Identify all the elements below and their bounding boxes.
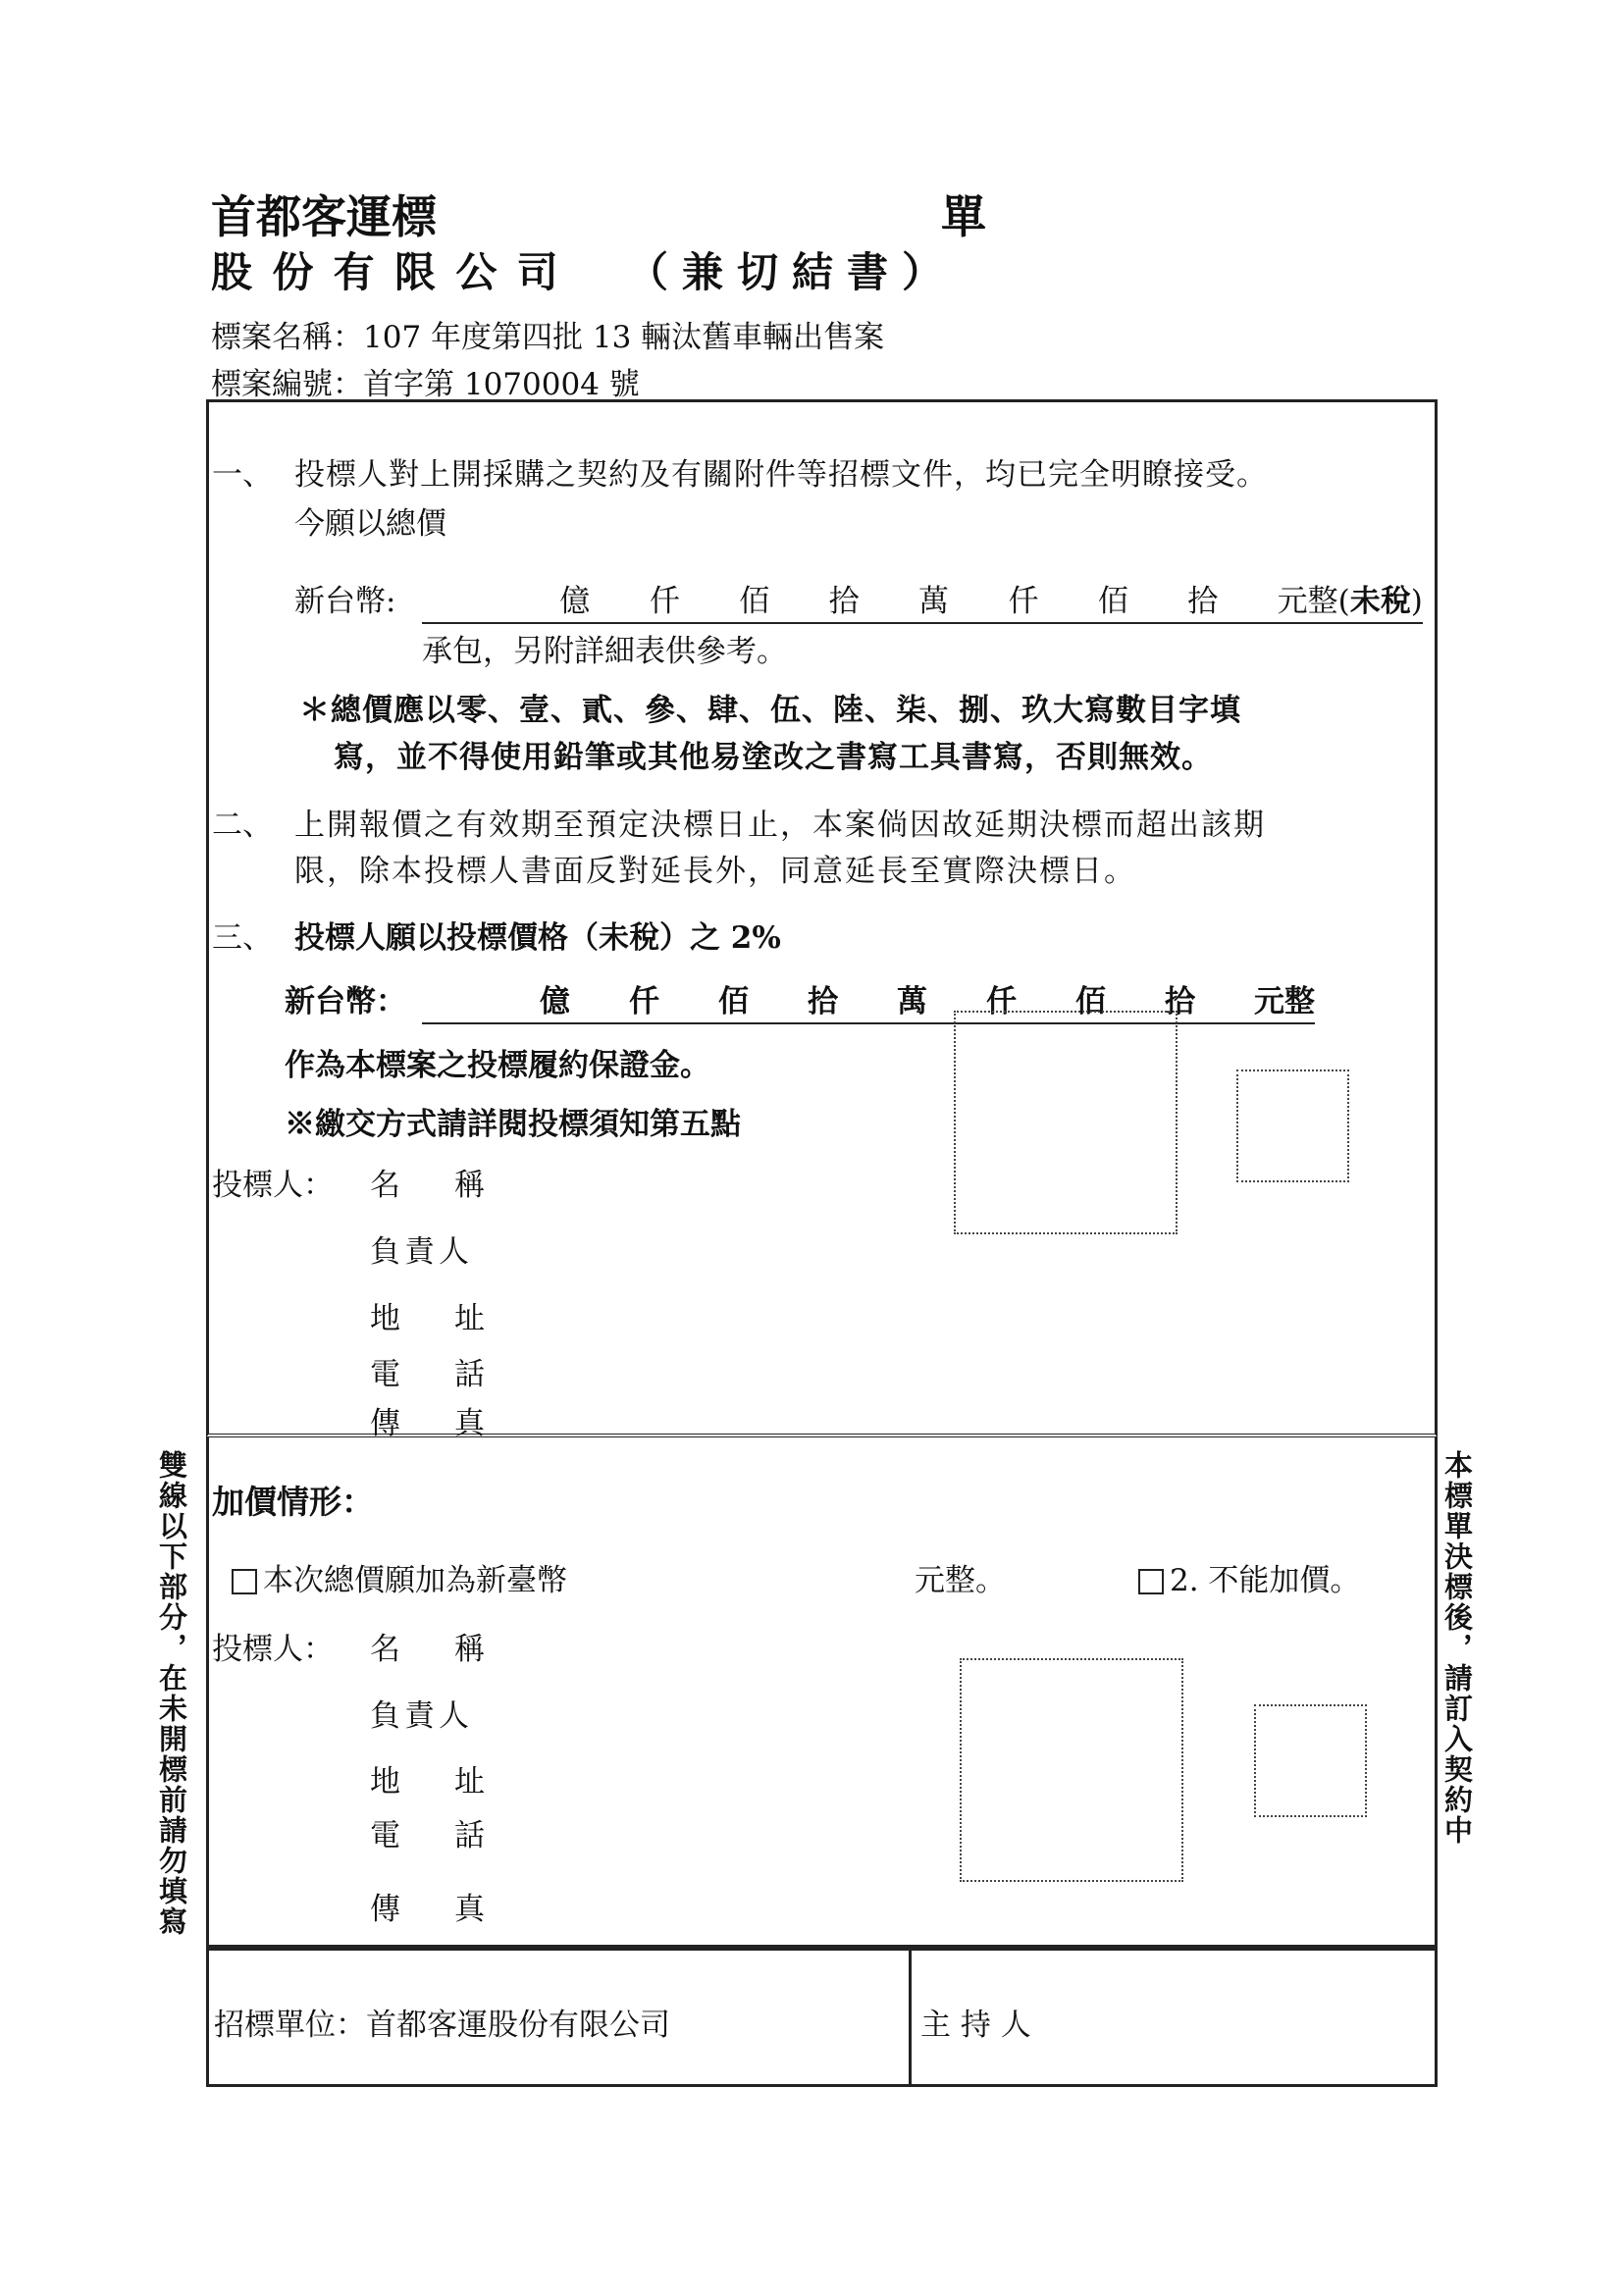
company-char: 有	[333, 248, 375, 296]
bidder-label: 投標人：	[212, 1168, 334, 1203]
deposit-field[interactable]	[422, 976, 1315, 1024]
total-price-field[interactable]	[422, 576, 1423, 624]
unit-char: 億	[559, 584, 591, 619]
unit-char: 萬	[918, 584, 950, 619]
raise-option-2-label: 2. 不能加價。	[1170, 1563, 1361, 1598]
section3-line3: 作為本標案之投標履約保證金。	[285, 1048, 710, 1083]
unit-char: 佰	[718, 984, 749, 1019]
unit-char: 佰	[739, 584, 770, 619]
bidder-name-label: 名 稱	[370, 1168, 497, 1203]
section2-line2: 限，除本投標人書面反對延長外，同意延長至實際決標日。	[294, 854, 1136, 889]
section2-line1: 上開報價之有效期至預定決標日止，本案倘因故延期決標而超出該期	[294, 808, 1266, 843]
raise-title: 加價情形：	[212, 1483, 374, 1521]
note-line2: 寫，並不得使用鉛筆或其他易塗改之書寫工具書寫，否則無效。	[334, 740, 1213, 775]
project-name: 標案名稱：107 年度第四批 13 輛汰舊車輛出售案	[211, 320, 885, 355]
unit-char: 佰	[1097, 584, 1128, 619]
title-char: 運	[346, 190, 392, 243]
section2-number: 二、	[212, 808, 273, 843]
section3-line1: 投標人願以投標價格（未稅）之 2%	[294, 920, 781, 956]
section3-line4: ※繳交方式請詳閱投標須知第五點	[285, 1107, 741, 1142]
bidder-name-label-2: 名 稱	[370, 1632, 497, 1667]
unit-char: 元整	[1254, 984, 1315, 1019]
unit-char: 仟	[629, 984, 659, 1019]
project-number: 標案編號：首字第 1070004 號	[211, 367, 640, 402]
bidder-fax-label-2: 傳 真	[370, 1892, 497, 1927]
bidder-fax-label: 傳 真	[370, 1406, 497, 1441]
company-char: 份	[272, 248, 314, 296]
company-char: 股	[211, 248, 253, 296]
host-label: 主 持 人	[920, 2008, 1031, 2043]
bidder-rep-label-2: 負責人	[370, 1698, 473, 1734]
ntd-label-1: 新台幣:	[294, 584, 396, 619]
form-title-line2	[211, 240, 957, 299]
no-raise-checkbox[interactable]	[1138, 1569, 1164, 1594]
title-char: 都	[256, 190, 301, 243]
left-side-note: 雙線以下部分，在未開標前請勿填寫	[155, 1450, 188, 1937]
title-char: 客	[301, 190, 346, 243]
raise-option-1-label: 本次總價願加為新臺幣	[263, 1563, 567, 1598]
right-side-note: 本標單決標後，請訂入契約中	[1440, 1450, 1474, 1846]
raise-option-2[interactable]	[1138, 1555, 1360, 1599]
company-char: 公	[455, 248, 497, 296]
unit-char: 萬	[897, 984, 927, 1019]
unit-char: 拾	[1187, 584, 1219, 619]
yuan-tax: 元整(未稅)	[1277, 584, 1423, 619]
raise-checkbox[interactable]	[232, 1569, 257, 1594]
company-char: 限	[393, 248, 436, 296]
raise-option-1[interactable]	[232, 1555, 567, 1599]
form-subtitle: （兼切結書）	[626, 248, 957, 296]
company-seal-box[interactable]	[954, 1011, 1178, 1234]
footer-divider	[909, 1948, 912, 2087]
bidder-label-2: 投標人：	[212, 1632, 334, 1667]
unit-char: 拾	[828, 584, 860, 619]
company-char: 司	[516, 248, 558, 296]
bidder-addr-label-2: 地 址	[370, 1764, 497, 1800]
bidder-tel-label-2: 電 話	[370, 1818, 497, 1853]
title-char: 首	[211, 190, 256, 243]
unit-char: 拾	[1165, 984, 1195, 1019]
note-line1: ＊總價應以零、壹、貳、參、肆、伍、陸、柒、捌、玖大寫數目字填	[299, 693, 1241, 728]
bidder-rep-label: 負責人	[370, 1234, 473, 1270]
unit-char: 億	[540, 984, 570, 1019]
title-char: 單	[941, 190, 986, 243]
tendering-agency: 招標單位：首都客運股份有限公司	[214, 2008, 670, 2043]
representative-seal-box[interactable]	[1236, 1070, 1349, 1182]
bidder-tel-label: 電 話	[370, 1357, 497, 1392]
bidder-addr-label: 地 址	[370, 1301, 497, 1336]
unit-char: 佰	[1075, 984, 1106, 1019]
unit-char: 仟	[1008, 584, 1039, 619]
representative-seal-box-2[interactable]	[1254, 1704, 1367, 1817]
section3-number: 三、	[212, 920, 273, 956]
unit-char: 拾	[808, 984, 838, 1019]
title-char: 標	[392, 190, 437, 243]
section1-after: 承包，另附詳細表供參考。	[422, 634, 787, 669]
company-seal-box-2[interactable]	[960, 1658, 1183, 1882]
section1-number: 一、	[212, 457, 273, 493]
unit-char: 仟	[649, 584, 680, 619]
unit-char: 仟	[986, 984, 1017, 1019]
section1-line1: 投標人對上開採購之契約及有關附件等招標文件，均已完全明瞭接受。	[294, 457, 1268, 493]
raise-option-1-suffix: 元整。	[915, 1563, 1006, 1598]
ntd-label-2: 新台幣：	[285, 984, 406, 1019]
section1-line2: 今願以總價	[294, 506, 446, 542]
form-title-line1	[211, 182, 986, 246]
